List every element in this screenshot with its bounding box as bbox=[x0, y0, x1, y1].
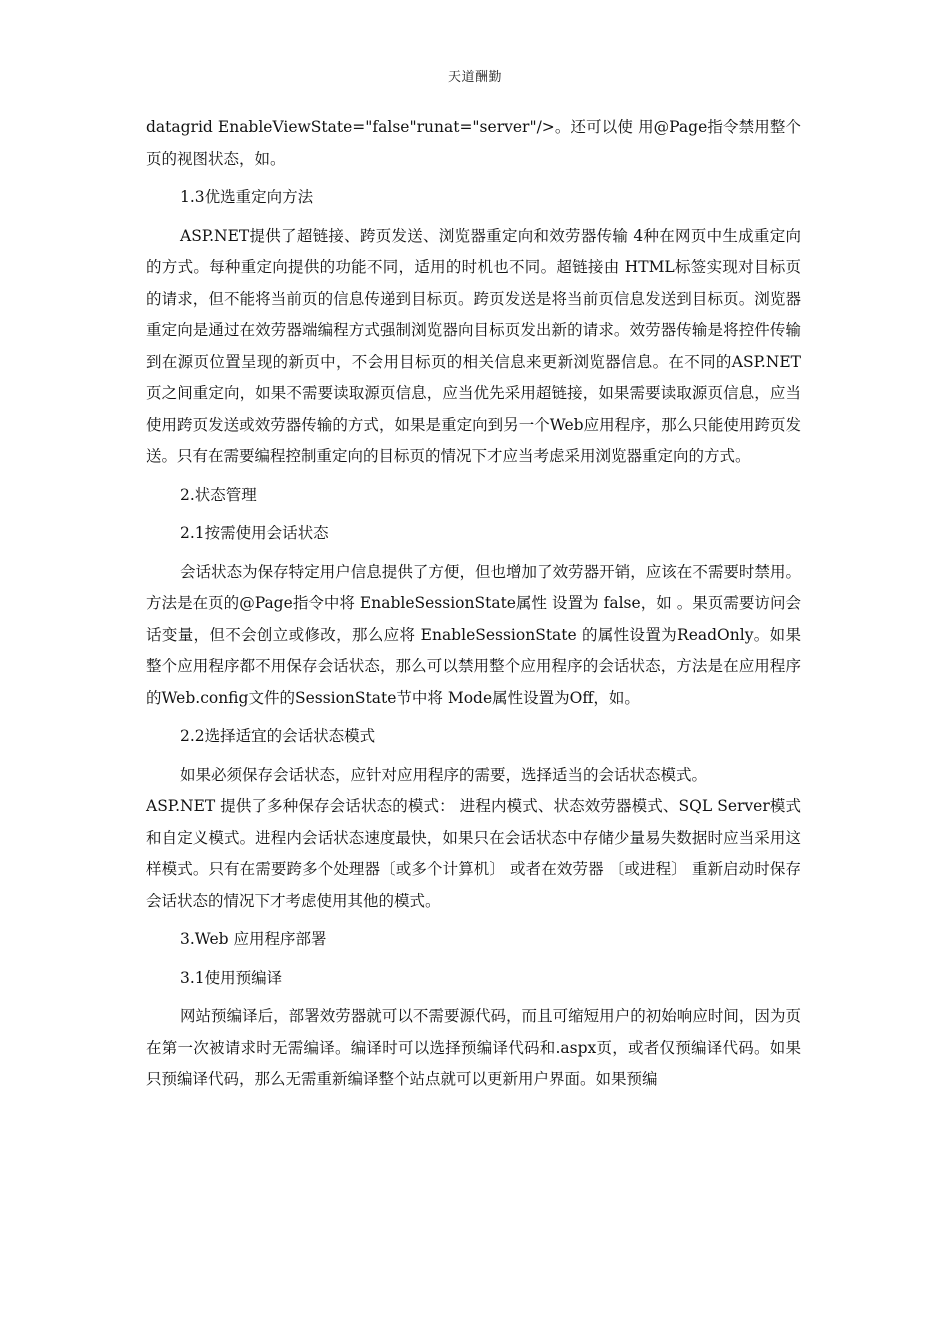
heading-2-1: 2.1按需使用会话状态 bbox=[180, 524, 329, 542]
heading-2-2: 2.2选择适宜的会话状态模式 bbox=[180, 727, 376, 745]
document-body bbox=[146, 112, 801, 1096]
page-header: 天道酬勤 bbox=[447, 70, 502, 85]
paragraph-redirect: ASP.NET提供了超链接、跨页发送、浏览器重定向和效劳器传输 4种在网页中生成重定向的方式。每种重定向提供的功能不同，适用的时机也不同。超链接由 HTML标签实现对目标页的请求，但不能将当前页的信息传递到目标页。跨页发送是将当前页信息发送到目标页。浏览器重定向是通过在效劳器端编程方式强制浏览器向目标页发出新的请求。效劳器传输是将控件传输到在源页位置呈现的新页中，不会用目标页的相关信息来更新浏览器信息。在不同的ASP.NET页之间重定向，如果不需要读取源页信息，应当优先采用超链接，如果需要读取源页信息，应当使用跨页发送或效劳器传输的方式，如果是重定向到另一个Web应用程序，那么只能使用跨页发送。只有在需要编程控制重定向的目标页的情况下才应当考虑采用浏览器重定向的方式。 bbox=[146, 226, 801, 465]
heading-2: 2.状态管理 bbox=[180, 485, 257, 504]
heading-3-1: 3.1使用预编译 bbox=[180, 968, 283, 987]
paragraph-mode-intro: 如果必须保存会话状态，应针对应用程序的需要，选择适当的会话状态模式。 bbox=[180, 765, 708, 784]
heading-1-3: 1.3优选重定向方法 bbox=[180, 188, 314, 206]
paragraph-mode-detail: ASP.NET 提供了多种保存会话状态的模式： 进程内模式、状态效劳器模式、SQL Server模式和自定义模式。进程内会话状态速度最快，如果只在会话状态中存储少量易失数据时应当采用这样模式。只有在需要跨多个处理器〔或多个计算机〕 或者在效劳器 〔或进程〕 重新启动时保存会话状态的情况下才考虑使用其他的模式。 bbox=[146, 797, 801, 910]
paragraph-continued: datagrid EnableViewState="false"runat="server"/>。还可以使 用@Page指令禁用整个页的视图状态，如。 bbox=[146, 118, 801, 168]
heading-3: 3.Web 应用程序部署 bbox=[180, 930, 327, 948]
paragraph-session: 会话状态为保存特定用户信息提供了方便，但也增加了效劳器开销，应该在不需要时禁用。方法是在页的@Page指令中将 EnableSessionState属性 设置为 false，如 。果页需要访问会话变量，但不会创立或修改，那么应将 EnableSessionState 的属性设置为ReadOnly。如果整个应用程序都不用保存会话状态，那么可以禁用整个应用程序的会话状态，方法是在应用程序的Web.config文件的SessionState节中将 Mode属性设置为Off，如。 bbox=[146, 562, 801, 707]
paragraph-precompile: 网站预编译后，部署效劳器就可以不需要源代码，而且可缩短用户的初始响应时间，因为页在第一次被请求时无需编译。编译时可以选择预编译代码和.aspx页，或者仅预编译代码。如果只预编译代码，那么无需重新编译整个站点就可以更新用户界面。如果预编 bbox=[146, 1007, 801, 1088]
